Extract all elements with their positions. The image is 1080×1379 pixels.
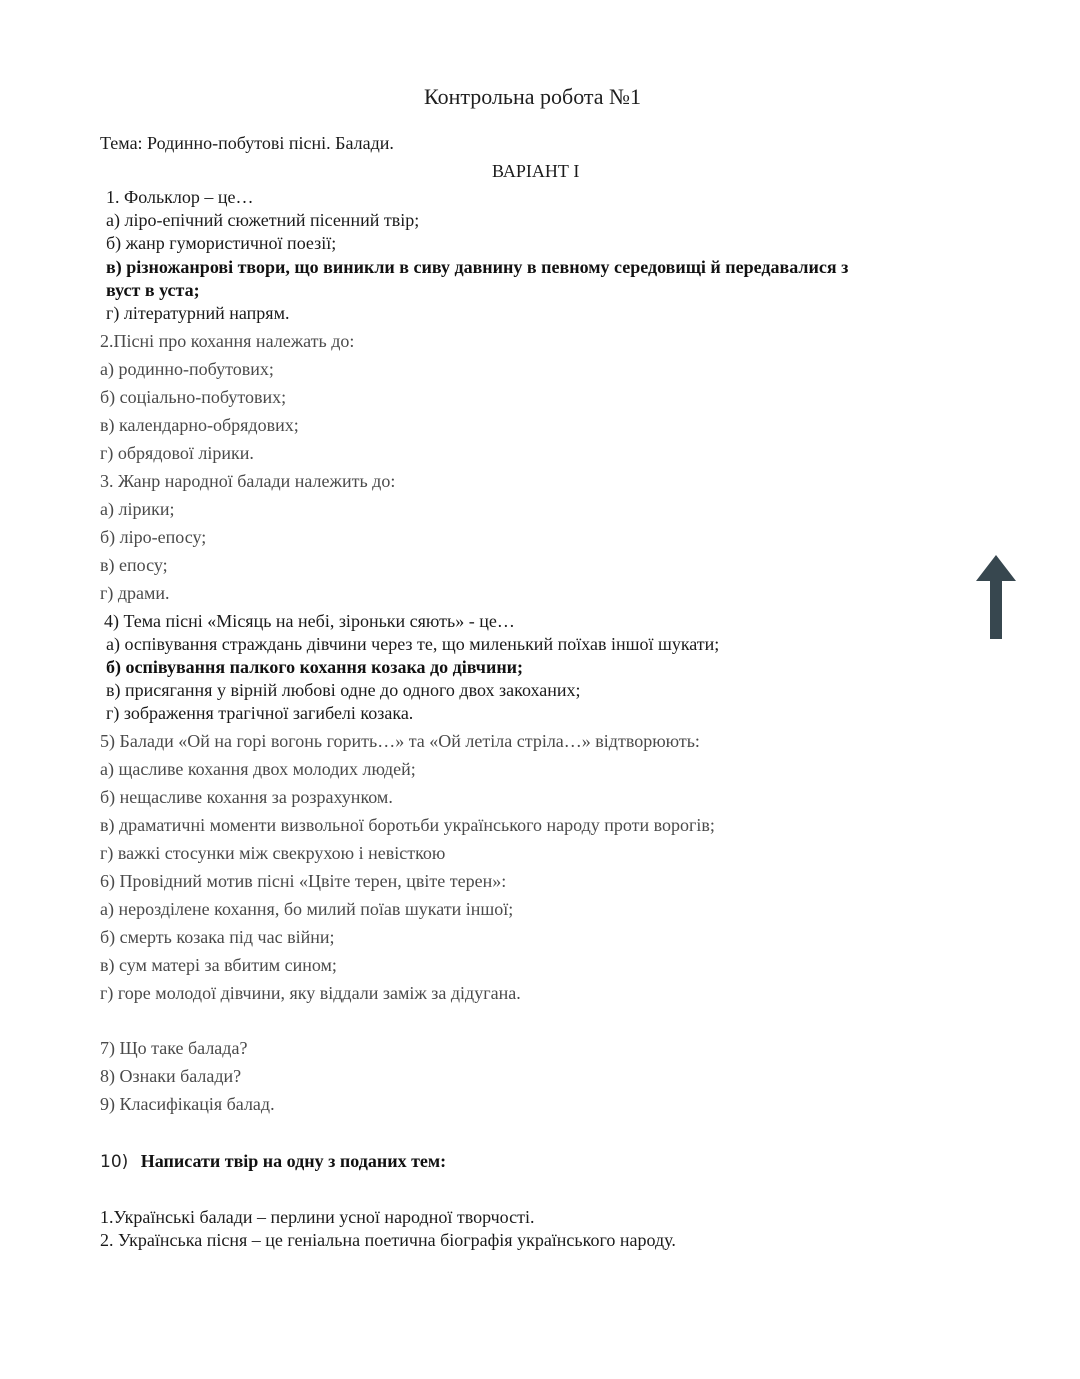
q5-option-c: в) драматичні моменти визвольної боротьби українського народу проти ворогів;: [100, 815, 715, 835]
q6-option-d: г) горе молодої дівчини, яку віддали заміж за дідугана.: [100, 983, 521, 1003]
variant-heading: ВАРІАНТ І: [492, 161, 580, 181]
q3-option-b: б) ліро-епосу;: [100, 527, 207, 547]
q10-number: 10): [100, 1152, 129, 1172]
q6-option-a: а) нерозділене кохання, бо милий поїав шукати іншої;: [100, 899, 514, 919]
q1-option-c-continued: вуст в уста;: [106, 280, 200, 300]
q4-option-b: б) оспівування палкого кохання козака до дівчини;: [106, 657, 524, 677]
q2-option-b: б) соціально-побутових;: [100, 387, 287, 407]
q1-option-b: б) жанр гумористичної поезії;: [106, 233, 337, 253]
q6-option-b: б) смерть козака під час війни;: [100, 927, 335, 947]
q1-option-d: г) літературний напрям.: [106, 303, 290, 323]
q8-question: 8) Ознаки балади?: [100, 1066, 242, 1086]
q1-option-c: в) різножанрові твори, що виникли в сиву давнину в певному середовищі й передавалися з: [106, 257, 849, 277]
q5-option-b: б) нещасливе кохання за розрахунком.: [100, 787, 393, 807]
arrow-up-icon[interactable]: [976, 555, 1016, 639]
q2-question: 2.Пісні про кохання належать до:: [100, 331, 355, 351]
q2-option-c: в) календарно-обрядових;: [100, 415, 299, 435]
q4-option-c: в) присягання у вірній любові одне до одного двох закоханих;: [106, 680, 581, 700]
q2-option-d: г) обрядової лірики.: [100, 443, 254, 463]
page-title: Контрольна робота №1: [424, 84, 642, 109]
q3-option-c: в) епосу;: [100, 555, 168, 575]
q2-option-a: а) родинно-побутових;: [100, 359, 274, 379]
q4-option-a: а) оспівування страждань дівчини через те, що миленький поїхав іншої шукати;: [106, 634, 720, 654]
topic: Тема: Родинно-побутові пісні. Балади.: [100, 133, 394, 153]
q10-text: Написати твір на одну з поданих тем:: [140, 1151, 447, 1171]
q5-option-d: г) важкі стосунки між свекрухою і невісткою: [100, 843, 446, 863]
essay-topic-2: 2. Українська пісня – це геніальна поетична біографія українського народу.: [100, 1230, 676, 1250]
q7-question: 7) Що таке балада?: [100, 1038, 248, 1058]
essay-topic-1: 1.Українські балади – перлини усної народної творчості.: [100, 1207, 535, 1227]
q10-question: [100, 1150, 446, 1173]
q4-question: 4) Тема пісні «Місяць на небі, зіроньки сяють» - це…: [104, 611, 515, 631]
q1-question: 1. Фольклор – це…: [106, 187, 254, 207]
q5-question: 5) Балади «Ой на горі вогонь горить…» та «Ой летіла стріла…» відтворюють:: [100, 731, 700, 751]
q4-option-d: г) зображення трагічної загибелі козака.: [106, 703, 414, 723]
q3-option-d: г) драми.: [100, 583, 170, 603]
q3-option-a: а) лірики;: [100, 499, 175, 519]
q3-question: 3. Жанр народної балади належить до:: [100, 471, 396, 491]
q1-option-a: а) ліро-епічний сюжетний пісенний твір;: [106, 210, 420, 230]
q5-option-a: а) щасливе кохання двох молодих людей;: [100, 759, 416, 779]
q6-option-c: в) сум матері за вбитим сином;: [100, 955, 337, 975]
q6-question: 6) Провідний мотив пісні «Цвіте терен, цвіте терен»:: [100, 871, 507, 891]
q9-question: 9) Класифікація балад.: [100, 1094, 275, 1114]
